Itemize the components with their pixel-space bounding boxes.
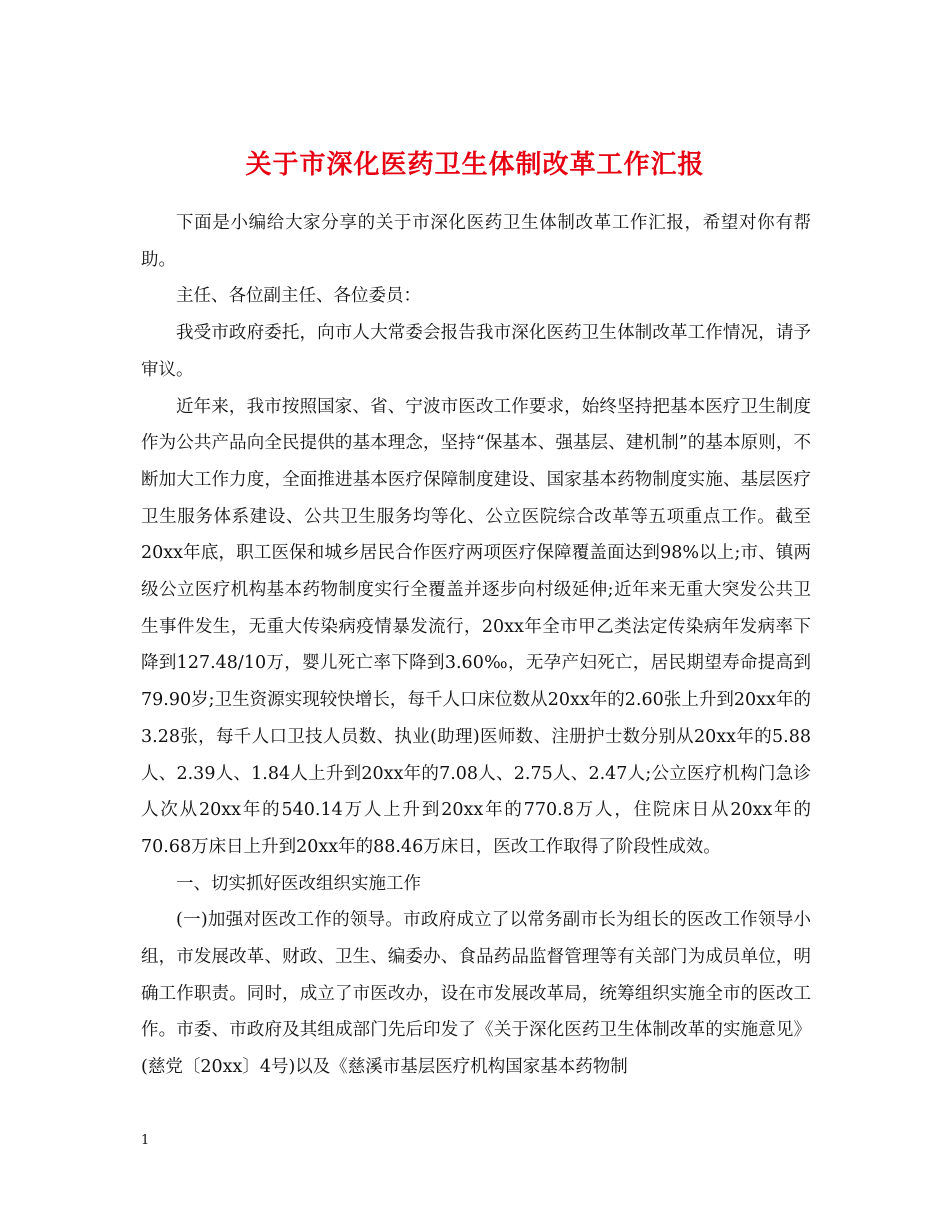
section-heading: 一、切实抓好医改组织实施工作 xyxy=(176,873,421,894)
document-body xyxy=(141,205,811,1086)
summary-paragraph: 近年来，我市按照国家、省、宁波市医改工作要求，始终坚持把基本医疗卫生制度作为公共产品向全民提供的基本理念，坚持“保基本、强基层、建机制”的基本原则，不断加大工作力度，全面推进基本医疗保障制度建设、国家基本药物制度实施、基层医疗卫生服务体系建设、公共卫生服务均等化、公立医院综合改革等五项重点工作。截至20xx年底，职工医保和城乡居民合作医疗两项医疗保障覆盖面达到98%以上;市、镇两级公立医疗机构基本药物制度实行全覆盖并逐步向村级延伸;近年来无重大突发公共卫生事件发生，无重大传染病疫情暴发流行，20xx年全市甲乙类法定传染病年发病率下降到127.48/10万，婴儿死亡率下降到3.60‰，无孕产妇死亡，居民期望寿命提高到79.90岁;卫生资源实现较快增长，每千人口床位数从20xx年的2.60张上升到20xx年的3.28张，每千人口卫技人员数、执业(助理)医师数、注册护士数分别从20xx年的5.88人、2.39人、1.84人上升到20xx年的7.08人、2.75人、2.47人;公立医疗机构门急诊人次从20xx年的540.14万人上升到20xx年的770.8万人，住院床日从20xx年的70.68万床日上升到20xx年的88.46万床日，医改工作取得了阶段性成效。 xyxy=(141,396,811,857)
delegation-paragraph: 我受市政府委托，向市人大常委会报告我市深化医药卫生体制改革工作情况，请予审议。 xyxy=(141,323,811,380)
leadership-paragraph: (一)加强对医改工作的领导。市政府成立了以常务副市长为组长的医改工作领导小组，市发展改革、财政、卫生、编委办、食品药品监督管理等有关部门为成员单位，明确工作职责。同时，成立了市医改办，设在市发展改革局，统筹组织实施全市的医改工作。市委、市政府及其组成部门先后印发了《关于深化医药卫生体制改革的实施意见》(慈党〔20xx〕4号)以及《慈溪市基层医疗机构国家基本药物制 xyxy=(141,910,811,1078)
salutation-paragraph: 主任、各位副主任、各位委员： xyxy=(176,286,421,307)
page-number: 1 xyxy=(141,1133,150,1148)
document-title: 关于市深化医药卫生体制改革工作汇报 xyxy=(245,150,705,181)
intro-paragraph: 下面是小编给大家分享的关于市深化医药卫生体制改革工作汇报，希望对你有帮助。 xyxy=(141,213,811,270)
